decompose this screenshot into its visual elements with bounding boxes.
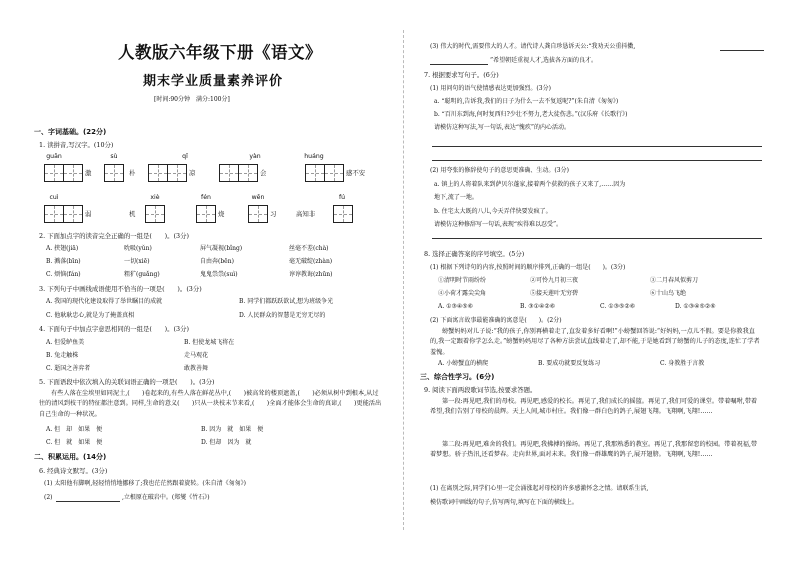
option: C. ①③⑤②⑥ — [600, 303, 636, 310]
option: C. 身教胜于言教 — [660, 360, 705, 367]
answer-blank[interactable] — [430, 64, 488, 65]
answer-line[interactable] — [432, 160, 762, 161]
char-grid[interactable] — [305, 164, 325, 182]
char-grid[interactable] — [145, 205, 165, 223]
pinyin: fú — [338, 194, 346, 201]
option: 粗犷(guǎng) — [124, 271, 160, 278]
pinyin: qǐ — [182, 153, 188, 160]
char-grid[interactable] — [167, 164, 187, 182]
option: D. 人民群众的智慧是无穷无尽的 — [239, 312, 326, 319]
option: B. 溅落(bīn) — [46, 258, 81, 265]
word-char: 会 — [260, 169, 267, 177]
lyrics-part-2: 第二段:再见吧,难舍的我们。再见吧,我拂搏的操场。再见了,我那熟悉的教室。再见了,我那留恋的校园。带着祝福,带着梦想。骄子热汛,还看梦春。走向世界,面对未来。我们像一群雄鹰的鸽子,展开翅膀。飞翔啊,飞翔!…… — [430, 441, 758, 459]
section-3-heading: 三、综合性学习。(6分) — [420, 373, 495, 381]
column-divider — [403, 30, 404, 530]
question-6: 6. 经典诗文默写。(3分) — [39, 467, 108, 475]
pinyin: cuì — [49, 194, 59, 201]
option: 自由奔(bēn) — [200, 258, 234, 265]
q6-part-1: (1) 太阳他有脚啊,轻轻悄悄地挪移了;我也茫茫然跟着旋转。(朱自清《匆匆》) — [44, 480, 247, 487]
poem-line: ③二月春风似剪刀 — [650, 277, 699, 284]
pinyin: xiè — [150, 194, 160, 201]
option: 敢教善舞 — [184, 365, 209, 372]
q9-part-1: (1) 在离别之际,同学们心里一定会涌涨起对母校的许多感激怀念之情。请联系生活, — [430, 485, 649, 492]
poem-line: ②可怜九月初三夜 — [530, 277, 579, 284]
q8-fable: 螃蟹妈妈对儿子说:“我的孩子,你别再横着走了,直发着多好看啊!”小螃蟹回答说:“好妈妈,一点儿不假。要是你教我直的,我一定跟着你学怎么走。”螃蟹妈妈用尽了各种方法尝试直线着走了,却不能,于是她看到了螃蟹的儿子的态度,连忙了学者羞愧。 — [430, 328, 760, 356]
q7-instruction: 请模仿这种写法,写一句话,表达“愧疚”的内心活动。 — [434, 124, 570, 131]
option: B. 兔走触株 — [46, 352, 79, 359]
option: 丝毫不差(chà) — [289, 245, 329, 252]
option: D. 但却 因为 就 — [201, 439, 252, 446]
option: 鬼鬼祟祟(suì) — [200, 271, 238, 278]
poem-line: ①清明时节雨纷纷 — [438, 277, 487, 284]
q7-instruction-2: 请模仿这种修辞写一句话,表现“疾得难以忍受”。 — [434, 221, 563, 228]
option: A. ①③④⑤⑥ — [438, 303, 474, 310]
char-grid[interactable] — [63, 205, 83, 223]
section-1-heading: 一、字词基础。(22分) — [34, 128, 107, 136]
option: 走马观花 — [184, 352, 209, 359]
lyrics-part-1: 第一段:再见吧,我们的母校。再见吧,感爱的校长。再见了,我们成长的摇篮。再见了,我们可爱的课堂。带着嘱咐,带着希望,我们告别了母校的晨辉。天上人间,城市村庄。我们像一群白色的鸽子,展翅飞翔。飞翔啊,飞翔!…… — [430, 398, 758, 416]
answer-line[interactable] — [432, 238, 762, 239]
option: B. 要成功就要反复练习 — [538, 360, 601, 367]
char-grid[interactable] — [248, 205, 268, 223]
word-char: 机 — [129, 210, 136, 218]
q6-part-2-label: (2) — [44, 494, 53, 501]
question-9: 9. 阅读下面两段歌词节选,按要求答题。 — [424, 386, 537, 394]
question-1: 1. 读拼音,写汉字。(10分) — [39, 141, 114, 149]
option: A. 挟翅(jiā) — [46, 245, 79, 252]
option: 毫无破绽(zhàn) — [289, 258, 333, 265]
option: 吮吸(yǔn) — [124, 245, 152, 252]
pinyin: sù — [110, 153, 118, 160]
q6-part-3-tail: ”希望朝廷重视人才,选拔各方面的良才。 — [490, 57, 597, 64]
page-subtitle: 期末学业质量素养评价 — [143, 74, 284, 89]
q6-part-2-text: ,立根原在破岩中。(郑燮《竹石》) — [122, 494, 210, 501]
option: B. 同学们都跃跃欲试,想为班级争光 — [239, 298, 334, 305]
poem-line: ④小荷才露尖尖角 — [438, 290, 487, 297]
option: 屏气凝视(bǐng) — [200, 245, 243, 252]
question-7: 7. 根据要求写句子。(6分) — [424, 71, 499, 79]
char-grid[interactable] — [219, 164, 239, 182]
char-grid[interactable] — [333, 205, 353, 223]
option: 一切(xiē) — [124, 258, 150, 265]
q8-part-2: (2) 下面寓言故事最能准确的寓意是( )。(2分) — [430, 317, 562, 324]
pinyin: wēn — [251, 194, 265, 201]
q7-example-b: b. “百川东到海,何时复西归?少壮不努力,老大徒伤悲。”(汉乐府《长歌行》) — [434, 111, 628, 118]
q8-part-1: (1) 根据下列诗句的内容,按照时间的顺序排列,正确的一组是( )。(3分) — [430, 264, 626, 271]
option: A. 我国的现代化建设取得了举世瞩目的成就 — [46, 298, 163, 305]
pinyin: guān — [46, 153, 62, 160]
option: A. 小螃蟹直的横爬 — [438, 360, 489, 367]
option: C. 但 就 如果 便 — [46, 439, 103, 446]
option: B. ③①④②⑥ — [520, 303, 556, 310]
answer-blank[interactable] — [56, 501, 120, 502]
word-char: 习 — [270, 210, 277, 218]
char-grid[interactable] — [196, 205, 216, 223]
page-title: 人教版六年级下册《语文》 — [118, 43, 322, 62]
word-char: 凉 — [189, 169, 196, 177]
option: B. 因为 就 如果 便 — [201, 426, 264, 433]
option: C. 他耿耿忠心,就是为了掩盖真相 — [46, 312, 135, 319]
answer-blank[interactable] — [720, 50, 764, 51]
option: D. ①③④⑤②⑥ — [675, 303, 716, 310]
question-2: 2. 下面加点字的读音完全正确的一组是( )。(3分) — [39, 232, 189, 240]
word-char: 激 — [85, 169, 92, 177]
option: 谆谆教诲(zhūn) — [289, 271, 333, 278]
word-char: 感不安 — [346, 169, 366, 177]
question-5: 5. 下面语段中依次填入的关联词语正确的一项是( )。(3分) — [39, 378, 215, 386]
poem-line: ⑥十山鸟飞绝 — [650, 290, 687, 297]
q5-passage: 有些人落在尘埃里如同泥土,( )卷起来的,有些人落在鲜花丛中,( )被高耸的楼顶遮盖,( )必须从树中到根本,从过往的清风到枝干的特征都注意到。同样,生命的意义( )只从一块枝末节来看,( )全面才能体会生命的真谛,( )更能活出自己生命的一种状况。 — [39, 390, 382, 418]
q7-part-2: (2) 用夸张的修辞使句子的意思更准确、生动。(3分) — [430, 167, 569, 174]
char-grid[interactable] — [238, 164, 258, 182]
char-grid[interactable] — [63, 164, 83, 182]
q6-part-3: (3) 伟大的时代,需要伟大的人才。请代诗人龚自珍恳诉天公:“我劝天公重抖擞, — [430, 43, 636, 50]
option: A. 但爱鲈鱼美 — [46, 339, 85, 346]
poem-line: ⑤接天莲叶无穷碧 — [530, 290, 579, 297]
word-char: 弱 — [85, 210, 92, 218]
q7-part-1: (1) 用问句的语气使情感表达更加强烈。(3分) — [430, 85, 551, 92]
char-grid[interactable] — [324, 164, 344, 182]
option: A. 但 却 如果 便 — [46, 426, 103, 433]
question-4: 4. 下面句子中加点字意思相同的一组是( )。(3分) — [39, 325, 189, 333]
question-8: 8. 选择正确答案的序号填空。(5分) — [424, 250, 525, 258]
exam-meta: [时间:90分钟 满分:100分] — [154, 96, 230, 103]
answer-line[interactable] — [432, 146, 762, 147]
question-3: 3. 下列句子中画线成语使用不恰当的一项是( )。(3分) — [39, 285, 202, 293]
char-grid[interactable] — [44, 205, 64, 223]
pinyin: huáng — [304, 153, 324, 160]
char-grid[interactable] — [104, 164, 124, 182]
char-grid[interactable] — [44, 164, 64, 182]
q7-example-b2: b. 住宅太大既的八儿,今天弄伴快要发疯了。 — [434, 208, 552, 215]
option: B. 但使龙城飞将在 — [184, 339, 235, 346]
option: C. 逝国之善弈者 — [46, 365, 91, 372]
option: C. 烦恼(fán) — [46, 271, 81, 278]
pinyin: yàn — [249, 153, 261, 160]
q7-example-a2-tail: 地下,流了一地。 — [434, 194, 478, 201]
section-2-heading: 二、积累运用。(14分) — [34, 453, 107, 461]
char-grid[interactable] — [148, 164, 168, 182]
word-char: 高知非 — [296, 210, 316, 218]
q9-part-1-tail: 模仿歌词中画线的句子,仿写两句,填写在下面的横线上。 — [430, 499, 578, 506]
pinyin: fén — [201, 194, 211, 201]
q7-example-a2: a. 镇上的人将着队来到萨贝尔蓬家,接着两个获救的孩子又来了,……因为 — [434, 181, 626, 188]
q7-example-a: a. “聪明的,告诉我,我们的日子为什么一去不复返呢?”(朱自清《匆匆》) — [434, 98, 619, 105]
word-char: 朴 — [129, 169, 136, 177]
word-char: 烧 — [218, 210, 225, 218]
